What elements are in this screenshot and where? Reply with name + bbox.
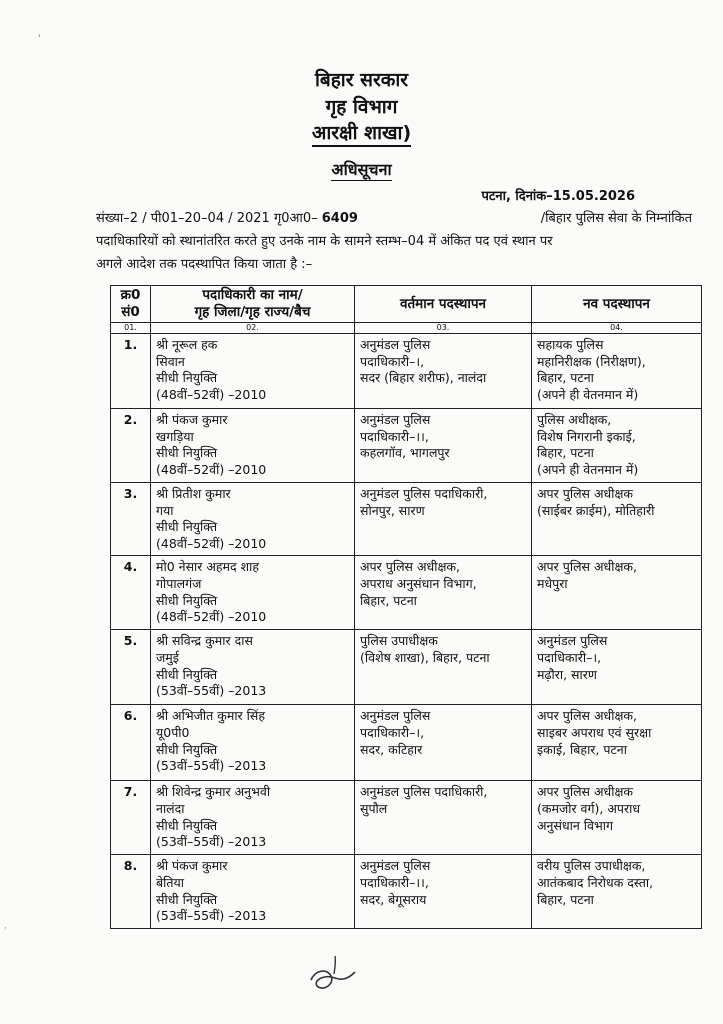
intro-line-3: अगले आदेश तक पदस्थापित किया जाता है :– xyxy=(96,257,313,272)
current-posting-line: कहलगॉव, भागलपुर xyxy=(360,445,450,461)
current-posting-cell xyxy=(355,705,532,781)
officer-detail-line: (53वीं–55वीं) –2013 xyxy=(156,834,267,850)
current-posting-line: पुलिस उपाधीक्षक xyxy=(360,633,438,649)
new-posting-line: अपर पुलिस अधीक्षक xyxy=(537,784,634,800)
new-posting-cell xyxy=(532,409,702,483)
new-posting-cell xyxy=(532,334,702,409)
officer-detail-line: श्री शिवेन्द्र कुमार अनुभवी xyxy=(156,784,271,800)
scan-mark: ' xyxy=(38,34,41,44)
gov-title: बिहार सरकार xyxy=(314,69,409,91)
new-posting-line: अपर पुलिस अधीक्षक, xyxy=(537,559,637,575)
officer-detail-line: खगड़िया xyxy=(156,428,194,444)
column-number: 03. xyxy=(355,323,532,334)
new-posting-cell xyxy=(532,855,702,929)
new-posting-line: बिहार, पटना xyxy=(537,370,594,386)
officer-detail-line: सीधी नियुक्ति xyxy=(156,891,218,907)
new-posting-line: मढ़ौरा, सारण xyxy=(537,666,597,682)
table-row xyxy=(111,705,702,781)
table-row xyxy=(111,483,702,556)
current-posting-line: बिहार, पटना xyxy=(360,592,417,608)
place-date: पटना, दिनांक–15.05.2026 xyxy=(481,189,635,204)
ref-number: 6409 xyxy=(321,211,358,226)
officer-detail-line: गया xyxy=(156,502,174,518)
signature-mark xyxy=(305,948,365,996)
branch-title-text: आरक्षी शाखा) xyxy=(312,122,411,147)
new-posting-line: इकाई, बिहार, पटना xyxy=(537,741,627,757)
officer-detail-line: सीधी नियुक्ति xyxy=(156,445,218,461)
officer-detail-line: सीधी नियुक्ति xyxy=(156,817,218,833)
header-name-line: पदाधिकारी का नाम/ xyxy=(202,287,303,303)
table-row xyxy=(111,334,702,409)
officer-detail-cell xyxy=(151,483,355,556)
current-posting-cell xyxy=(355,334,532,409)
officer-detail-line: श्री सविन्द्र कुमार दास xyxy=(156,633,253,649)
officer-detail-line: सीधी नियुक्ति xyxy=(156,592,218,608)
row-serial: 7. xyxy=(111,781,151,855)
officer-detail-line: (53वीं–55वीं) –2013 xyxy=(156,908,267,924)
current-posting-line: अनुमंडल पुलिस xyxy=(360,412,431,427)
intro-paragraph xyxy=(96,207,692,276)
header-new-posting: नव पदस्थापन xyxy=(532,286,702,323)
new-posting-line: बिहार, पटना xyxy=(537,445,594,461)
current-posting-line: पदाधिकारी–।।, xyxy=(360,874,429,890)
officer-detail-cell xyxy=(151,630,355,705)
new-posting-line: (अपने ही वेतनमान में) xyxy=(537,461,639,477)
new-posting-line: बिहार, पटना xyxy=(537,891,594,907)
new-posting-line: अपर पुलिस अधीक्षक, xyxy=(537,708,637,724)
new-posting-line: विशेष निगरानी इकाई, xyxy=(537,428,636,444)
new-posting-line: साइबर अपराध एवं सुरक्षा xyxy=(537,724,652,740)
scan-mark: · xyxy=(4,924,7,934)
officer-detail-cell xyxy=(151,855,355,929)
current-posting-line: पदाधिकारी–।, xyxy=(360,724,425,740)
officer-detail-line: (48वीं–52वीं) –2010 xyxy=(156,609,267,625)
ref-block xyxy=(96,207,358,230)
officer-detail-line: श्री पंकज कुमार xyxy=(156,412,228,427)
current-posting-cell xyxy=(355,483,532,556)
officer-detail-line: बेतिया xyxy=(156,874,184,890)
current-posting-cell xyxy=(355,556,532,630)
officer-detail-line: (48वीं–52वीं) –2010 xyxy=(156,386,267,402)
current-posting-line: अनुमंडल पुलिस पदाधिकारी, xyxy=(360,486,488,501)
officer-detail-line: जमुई xyxy=(156,649,179,665)
current-posting-line: पदाधिकारी–।, xyxy=(360,353,425,369)
header-current-posting: वर्तमान पदस्थापन xyxy=(355,286,532,323)
new-posting-cell xyxy=(532,483,702,556)
department-title: गृह विभाग xyxy=(325,96,398,118)
new-posting-line: आतंकबाद निरोधक दस्ता, xyxy=(537,874,654,890)
new-posting-line: (कमजोर वर्ग), अपराध xyxy=(537,800,641,816)
header-serial xyxy=(111,286,151,323)
current-posting-line: अनुमंडल पुलिस xyxy=(360,858,431,874)
officer-detail-line: नालंदा xyxy=(156,800,185,816)
column-number: 04. xyxy=(532,323,702,334)
current-posting-line: सदर, कटिहार xyxy=(360,741,423,757)
table-row xyxy=(111,409,702,483)
column-number: 01. xyxy=(111,323,151,334)
current-posting-cell xyxy=(355,409,532,483)
officer-detail-line: (53वीं–55वीं) –2013 xyxy=(156,683,267,699)
header-name xyxy=(151,286,355,323)
table-row xyxy=(111,630,702,705)
officer-detail-cell xyxy=(151,409,355,483)
current-posting-line: (विशेष शाखा), बिहार, पटना xyxy=(360,649,490,665)
officer-detail-line: सिवान xyxy=(156,353,185,369)
current-posting-line: अनुमंडल पुलिस xyxy=(360,337,431,352)
officer-detail-line: सीधी नियुक्ति xyxy=(156,370,218,386)
current-posting-line: सदर (बिहार शरीफ), नालंदा xyxy=(360,370,487,386)
current-posting-line: सोनपुर, सारण xyxy=(360,502,425,518)
notification-title-text: अधिसूचना xyxy=(331,160,392,179)
officer-detail-line: श्री अभिजीत कुमार सिंह xyxy=(156,708,265,724)
officer-detail-cell xyxy=(151,781,355,855)
new-posting-line: पुलिस अधीक्षक, xyxy=(537,412,612,427)
ref-number-prefix: संख्या–2 / पी01–20–04 / 2021 गृ0आ0– xyxy=(96,211,318,226)
header-name-line: गृह जिला/गृह राज्य/बैच xyxy=(194,304,311,320)
table-body xyxy=(111,334,702,929)
officer-detail-line: सीधी नियुक्ति xyxy=(156,741,218,757)
header-serial-line: क्र0 xyxy=(120,287,141,303)
intro-line-2: पदाधिकारियों को स्थानांतरित करते हुए उनके नाम के सामने स्तम्भ–04 में अंकित पद एवं स्थान पर xyxy=(96,234,553,249)
current-posting-cell xyxy=(355,855,532,929)
column-number-row xyxy=(111,323,702,334)
table-row xyxy=(111,781,702,855)
officer-detail-line: सीधी नियुक्ति xyxy=(156,519,218,535)
new-posting-line: सहायक पुलिस xyxy=(537,337,604,352)
row-serial: 1. xyxy=(111,334,151,409)
current-posting-line: पदाधिकारी–।।, xyxy=(360,428,429,444)
officer-detail-line: यू0पी0 xyxy=(156,724,190,740)
officer-detail-line: सीधी नियुक्ति xyxy=(156,666,218,682)
new-posting-cell xyxy=(532,556,702,630)
new-posting-cell xyxy=(532,705,702,781)
new-posting-line: (अपने ही वेतनमान में) xyxy=(537,386,639,402)
row-serial: 6. xyxy=(111,705,151,781)
officer-detail-line: श्री प्रितीश कुमार xyxy=(156,486,231,501)
ref-tail: /बिहार पुलिस सेवा के निम्नांकित xyxy=(540,211,692,226)
current-posting-line: अनुमंडल पुलिस पदाधिकारी, xyxy=(360,784,488,800)
new-posting-line: अनुमंडल पुलिस xyxy=(537,633,608,649)
officer-detail-line: (48वीं–52वीं) –2010 xyxy=(156,535,267,551)
new-posting-line: अपर पुलिस अधीक्षक xyxy=(537,486,634,501)
intro-line-1 xyxy=(96,207,692,230)
new-posting-line: वरीय पुलिस उपाधीक्षक, xyxy=(537,858,646,874)
row-serial: 2. xyxy=(111,409,151,483)
officer-detail-line: (48वीं–52वीं) –2010 xyxy=(156,461,267,477)
new-posting-cell xyxy=(532,781,702,855)
new-posting-cell xyxy=(532,630,702,705)
officer-detail-line: श्री नूरूल हक xyxy=(156,337,218,352)
current-posting-line: अनुमंडल पुलिस xyxy=(360,708,431,724)
current-posting-line: सदर, बेगूसराय xyxy=(360,891,427,907)
branch-title xyxy=(0,119,723,145)
officer-detail-line: (53वीं–55वीं) –2013 xyxy=(156,758,267,774)
row-serial: 8. xyxy=(111,855,151,929)
new-posting-line: महानिरीक्षक (निरीक्षण), xyxy=(537,353,646,369)
current-posting-line: अपर पुलिस अधीक्षक, xyxy=(360,559,460,575)
new-posting-line: मधेपुरा xyxy=(537,575,568,591)
current-posting-cell xyxy=(355,781,532,855)
table-row xyxy=(111,556,702,630)
header-serial-line: सं0 xyxy=(121,304,140,320)
row-serial: 4. xyxy=(111,556,151,630)
officer-detail-line: श्री पंकज कुमार xyxy=(156,858,228,874)
new-posting-line: अनुसंधान विभाग xyxy=(537,817,614,833)
new-posting-line: पदाधिकारी–।, xyxy=(537,649,602,665)
column-number: 02. xyxy=(151,323,355,334)
officer-detail-line: मो0 नेसार अहमद शाह xyxy=(156,559,259,575)
current-posting-cell xyxy=(355,630,532,705)
notification-title xyxy=(0,158,723,180)
officer-detail-cell xyxy=(151,334,355,409)
officer-detail-cell xyxy=(151,556,355,630)
table-header-row xyxy=(111,286,702,323)
current-posting-line: सुपौल xyxy=(360,800,388,816)
row-serial: 5. xyxy=(111,630,151,705)
officer-detail-line: गोपालगंज xyxy=(156,575,202,591)
row-serial: 3. xyxy=(111,483,151,556)
table-row xyxy=(111,855,702,929)
officer-detail-cell xyxy=(151,705,355,781)
current-posting-line: अपराध अनुसंधान विभाग, xyxy=(360,575,477,591)
new-posting-line: (साईबर क्राईम), मोतिहारी xyxy=(537,502,655,518)
transfer-table xyxy=(110,285,702,929)
